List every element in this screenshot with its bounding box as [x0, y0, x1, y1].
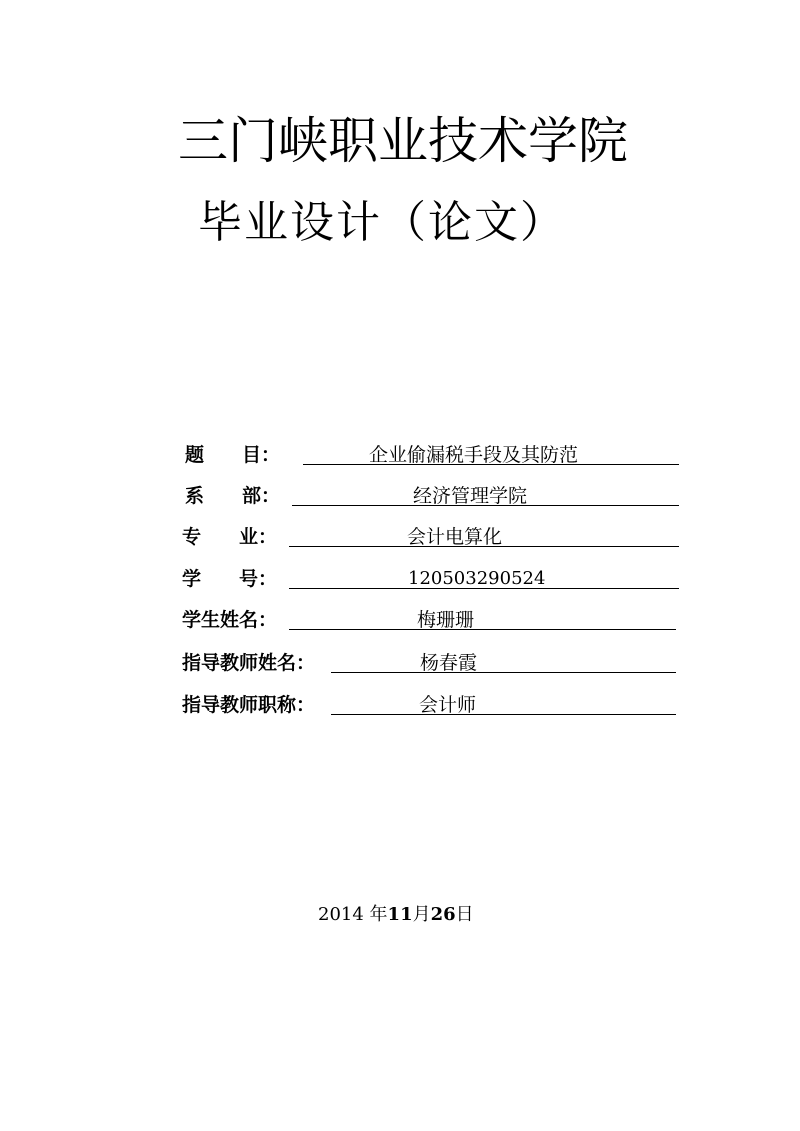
advisor-title-underline: [331, 714, 676, 715]
topic-value: 企业偷漏税手段及其防范: [369, 444, 579, 466]
advisor-name-value: 杨春霞: [420, 652, 478, 674]
info-row-major: [0, 522, 800, 552]
school-name: 三门峡职业技术学院: [178, 112, 628, 170]
info-row-student-id: [0, 564, 800, 594]
info-row-department: [0, 481, 800, 511]
advisor-title-value: 会计师: [419, 694, 477, 716]
student-name-value: 梅珊珊: [417, 609, 475, 631]
department-value: 经济管理学院: [413, 485, 528, 507]
topic-label: 题 目：: [185, 444, 281, 466]
department-label: 系 部：: [185, 485, 281, 507]
student-name-label: 学生姓名：: [182, 609, 278, 631]
major-label: 专 业：: [182, 526, 278, 548]
date-month-char: 月: [412, 904, 431, 925]
student-id-value: 120503290524: [408, 568, 546, 589]
date-day-char: 日: [455, 904, 474, 925]
info-row-advisor-title: [0, 690, 800, 720]
date-year-char: 年: [369, 904, 388, 925]
info-row-topic: [0, 440, 800, 470]
date-year: 2014: [318, 904, 364, 925]
advisor-title-label: 指导教师职称：: [182, 694, 316, 716]
date-day: 26: [430, 904, 456, 925]
thesis-title: 毕业设计（论文）: [198, 197, 566, 248]
advisor-name-underline: [331, 672, 676, 673]
info-row-advisor-name: [0, 648, 800, 678]
student-name-underline: [289, 629, 676, 630]
info-row-student-name: [0, 605, 800, 635]
submission-date: [318, 900, 474, 930]
advisor-name-label: 指导教师姓名：: [182, 652, 316, 674]
student-id-label: 学 号：: [182, 568, 278, 590]
major-value: 会计电算化: [407, 526, 503, 548]
date-month: 11: [387, 904, 413, 925]
